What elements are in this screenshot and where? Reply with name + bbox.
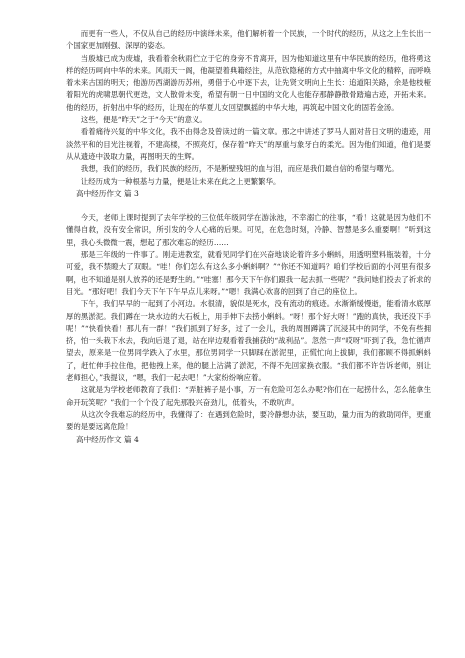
paragraph: 这些，便是“昨天”之于“今天”的意义。: [80, 115, 207, 125]
paragraph: 下午，我们早早的一起到了小河边。水很清，貌似是死水，没有流动的痕迹。水渐渐缓慢逝，能看清水底厚厚的黑淤泥。我们蹲在一块水边的大石板上，用手伸下去捞小蝌蚪。“呀！那个好大呀！”跑的真快，我还没下手呢！”“快看快看！那儿有一群！”我们抓到了好多，过了一会儿，我的周围蹲满了沉浸其中的同学，不免有些拥挤，怕一头栽下水去，我向后退了退，站在岸边观看着我捕获的“战利品”。忽然一声“哎呀”吓到了我，急忙循声望去，原来是一位男同学跌入了水里，那位男同学一只脚踩在淤泥里，正慌忙向上拔脚，我们都顾不得抓蝌蚪了，赶忙伸手拉住他，把他拽上来，他的腿上沾满了淤泥，不得不先回家换衣服。“我们都不许告诉老师，别让老师担心，”我提议，“嗯，我们一起去吧！”大家纷纷响应着。: [66, 299, 431, 383]
paragraph: 而更有一些人，不仅从自己的经历中演绎未来，他们解析着一个民族，一个时代的经历，从这之上生长出一个国家更加刚强、深厚的姿态。: [66, 29, 431, 51]
paragraph: 我想，我们的经历，我们民族的经历，不是断壁残垣的血与泪，而应是我们最自信的希望与曙光。: [80, 164, 399, 174]
paragraph: 那是三年级的一件事了。刚走进教室，就看见同学们在兴奋地谈论着许多小蝌蚪，用透明塑料瓶装着，十分可爱，我不禁瞪大了双眼。“哇！你们怎么有这么多小蝌蚪啊？”“你还不知道吗？咱们学校后面的小河里有很多啊，也不知道是别人放养的还是野生的。”“哇塞！那今天下午你们跟我一起去抓一些呢？”我问她们投去了祈求的目光。“那好吧！我们今天下午下午早点儿来呀。”“嗯！我满心欢喜的回到了自己的座位上。: [66, 250, 431, 296]
section-heading: 高中经历作文 篇 3: [76, 188, 139, 198]
paragraph: 让经历成为一种根基与力量，便是让未来在此之上更繁繁华。: [80, 176, 281, 186]
spacer: [66, 200, 431, 212]
paragraph: 看着痛待兴复的中华文化，我不由得念及曾读过的一篇文章。那之中讲述了罗马人面对昔日文明的遗迹，用淡然平和的目光注视着，不建高楼，不照亮灯，保存着“昨天”的厚重与象牙白的柔光。因为他们知道，他们是要从从遗迹中汲取力量，再图明天的生辉。: [66, 127, 431, 161]
paragraph: 这就是为学校老师教育了我们：“弄脏裤子是小事，万一有危险可怎么办呢?你们在一起捞什么，怎么能拿生命开玩笑呢？”我们一个个没了起先那股兴奋劲儿，低着头，不敢吭声。: [66, 385, 431, 407]
paragraph: 当殷墟已成为废墟，我看着余秋雨伫立于它的身旁不肯离开，因为他知道这里有中华民族的经历，他将勇这样的经历呵向中华的未来。风雨天一阁，他凝望着典籍经注，从范钦隐秘的方式中抽离中华文化的精粹，而呼唤着未来古国的明天；他游历西湖游历苏州，勇借于心中逐下去，让先贤文明向上生长：追道阳关路，余是他枝桠着阳光的虎啸思朝代更迭，文人散骨未变，希望有朝一日中国的文化人也能存那静静散骨踏遍古迹，开拓未来。他的经历，折射出中华的经历，让现在的华夏儿女回望飘摇的中华大地，再筑起中国文化的固若金汤。: [66, 53, 431, 112]
section-heading: 高中经历作文 篇 4: [76, 434, 139, 444]
paragraph: 从这次令我难忘的经历中，我懂得了：在遇到危险时，要冷静想办法，要互助，量力而为的救助同伴，更重要的是要远离危险！: [66, 409, 431, 432]
paragraph: 今天，老师上课时提到了去年学校的三位低年级同学在游泳池，不幸溺亡的往事，“看！这就是因为他们不懂得自救，没有安全常识，所引发的令人心痛的后果。可见，在危急时刻，冷静、智慧是多么重要啊！”听到这里，我心头微微一震，想起了那次难忘的经历……: [66, 213, 431, 247]
